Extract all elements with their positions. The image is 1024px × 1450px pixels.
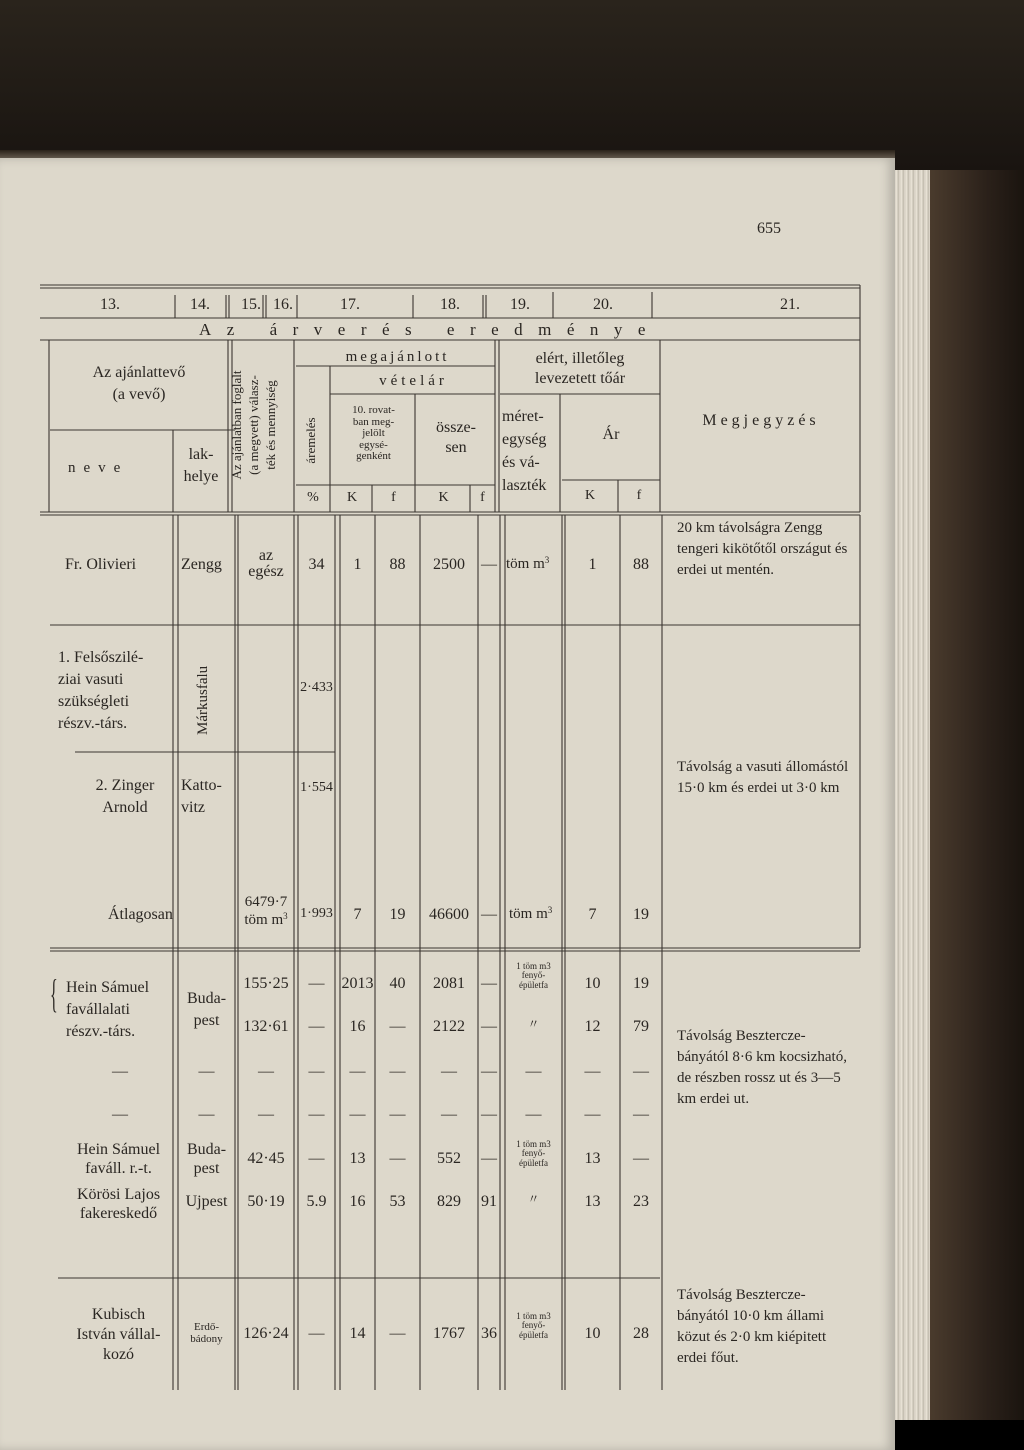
kubisch-total-f: 36 (481, 1325, 497, 1342)
dash-row-2-total-f: — (481, 1106, 497, 1123)
hein2-pct: — (308, 1150, 325, 1167)
dash-row-1-price-k: — (584, 1063, 601, 1080)
column-number-14: 14. (190, 296, 210, 313)
hein1-unit-b: 〃 (527, 1017, 540, 1031)
olivieri-qty: az egész (248, 547, 284, 580)
average-total-f: — (481, 906, 497, 923)
header-total: össze- sen (436, 419, 476, 456)
olivieri-price-f: 88 (633, 556, 649, 573)
kubisch-price-k: 10 (584, 1325, 601, 1342)
average-qty-text: 6479·7 töm m (244, 894, 288, 928)
hein1-pct-b: — (308, 1018, 325, 1035)
average-price-k: 7 (588, 906, 597, 923)
average-label: Átlagosan (108, 906, 173, 923)
hein1-price-k-a: 10 (584, 975, 601, 992)
olivieri-name: Fr. Olivieri (65, 556, 137, 573)
zinger-note: Távolság a vasuti állomástól 15·0 km és erdei ut 3·0 km (677, 759, 849, 796)
dash-row-2-unit: — (525, 1106, 542, 1123)
column-number-21: 21. (780, 296, 800, 313)
kubisch-name: Kubisch István vállal- kozó (76, 1306, 161, 1363)
average-qty (238, 893, 294, 930)
hein2-total-f: — (481, 1150, 497, 1167)
korosi-total-f: 91 (481, 1193, 497, 1210)
hein1-name: Hein Sámuel favállalati részv.-társ. (66, 979, 150, 1040)
korosi-unit-f: 53 (389, 1193, 406, 1210)
hein1-unit-k-a: 2013 (341, 975, 374, 992)
olivieri-note: 20 km távolságra Zengg tengeri kikötőtől országut és erdei ut mentén. (677, 520, 848, 578)
dash-row-1-price-f: — (633, 1063, 649, 1080)
header-unit-f: f (391, 490, 396, 505)
kubisch-pct: — (308, 1325, 325, 1342)
kubisch-total-k: 1767 (433, 1325, 465, 1342)
hein2-unit: 1 töm m3 fenyő- épületfa (516, 1139, 551, 1168)
dash-row-2-total-k: — (441, 1106, 457, 1123)
dash-row-2-qty: — (258, 1106, 274, 1123)
dash-row-2-place: — (198, 1106, 215, 1123)
olivieri-pct: 34 (308, 556, 325, 573)
dash-row-2-unit-k: — (349, 1106, 366, 1123)
hein1-total-f-a: — (481, 975, 497, 992)
dash-row-1-qty: — (258, 1063, 274, 1080)
header-price: Ár (602, 426, 620, 443)
hein2-price-f: — (633, 1150, 649, 1167)
header-price-f: f (636, 488, 642, 503)
olivieri-unit-k: 1 (353, 556, 362, 573)
hein2-place: Buda- pest (186, 1141, 227, 1177)
dash-row-1-unit-f: — (389, 1063, 406, 1080)
kubisch-note: Távolság Besztercze-bányától 10·0 km állami közut és 2·0 km kiépitett erdei főut. (677, 1287, 827, 1366)
korosi-qty: 50·19 (247, 1193, 285, 1210)
header-per-unit: 10. rovat- ban meg- jelölt egysé- genként (352, 404, 395, 463)
hein2-unit-f: — (389, 1150, 406, 1167)
hein1-total-f-b: — (481, 1018, 497, 1035)
average-price-f: 19 (633, 906, 649, 923)
dash-row-2-price-f: — (633, 1106, 649, 1123)
kubisch-unit-k: 14 (349, 1325, 366, 1342)
header-remarks: Megjegyzés (702, 412, 820, 429)
dash-row-1-unit: — (525, 1063, 542, 1080)
hein2-unit-k: 13 (349, 1150, 366, 1167)
hein2-name: Hein Sámuel faváll. r.-t. (76, 1141, 161, 1177)
average-unit-f: 19 (389, 906, 406, 923)
column-number-17: 17. (340, 296, 360, 313)
dash-row-1-unit-k: — (349, 1063, 366, 1080)
korosi-price-k: 13 (584, 1193, 601, 1210)
olivieri-unit-f: 88 (389, 556, 406, 573)
column-number-16: 16. (273, 296, 293, 313)
hein1-unit-k-b: 16 (349, 1018, 366, 1035)
olivieri-unit (506, 556, 549, 573)
olivieri-unit-text: töm m (506, 556, 545, 572)
hein2-qty: 42·45 (247, 1150, 285, 1167)
zinger-name: 2. Zinger Arnold (95, 777, 155, 816)
column-number-20: 20. (593, 296, 613, 313)
header-percent: % (307, 490, 319, 505)
page-number: 655 (757, 220, 781, 237)
header-offered: megajánlott (345, 349, 450, 365)
header-total-k: K (438, 490, 449, 505)
header-total-f: f (480, 490, 485, 505)
hein1-qty-b: 132·61 (243, 1018, 289, 1035)
zinger-place: Katto- vitz (181, 777, 222, 816)
hein1-note: Távolság Besztercze-bányától 8·6 km kocsizható, de részben rossz ut és 3—5 km erdei ut. (677, 1028, 847, 1107)
hein1-unit-f-b: — (389, 1018, 406, 1035)
hein2-price-k: 13 (584, 1150, 601, 1167)
dash-row-2-name: — (112, 1106, 128, 1123)
average-unit-exponent: 3 (547, 905, 553, 915)
average-qty-exponent: 3 (283, 911, 288, 921)
column-number-13: 13. (100, 296, 120, 313)
average-unit-k: 7 (353, 906, 362, 923)
dash-row-2-pct: — (308, 1106, 325, 1123)
korosi-price-f: 23 (633, 1193, 649, 1210)
average-total-k: 46600 (429, 906, 469, 923)
hein1-qty-a: 155·25 (243, 975, 289, 992)
felsoszile-pct: 2·433 (300, 680, 333, 695)
korosi-place: Ujpest (185, 1193, 228, 1210)
olivieri-place: Zengg (181, 556, 222, 573)
zinger-pct: 1·554 (300, 780, 333, 795)
korosi-name: Körösi Lajos fakereskedő (76, 1186, 161, 1222)
header-bidder: Az ajánlattevő (92, 364, 186, 381)
kubisch-qty: 126·24 (243, 1325, 289, 1342)
hein1-unit-a: 1 töm m3 fenyő- épületfa (516, 961, 551, 990)
olivieri-total-f: — (481, 556, 497, 573)
average-unit (509, 906, 552, 923)
korosi-pct: 5.9 (306, 1193, 327, 1210)
average-pct: 1·993 (300, 906, 333, 921)
hein1-unit-f-a: 40 (389, 975, 406, 992)
hein1-price-f-b: 79 (633, 1018, 649, 1035)
kubisch-unit: 1 töm m3 fenyő- épületfa (516, 1311, 551, 1340)
column-number-15: 15. (241, 296, 261, 313)
hein1-place: Buda- pest (186, 990, 227, 1029)
hein1-price-f-a: 19 (633, 975, 649, 992)
header-quantity: Az ajánlatban foglalt (a megvett) válasz- ték és mennyiség (229, 370, 278, 480)
column-number-18: 18. (440, 296, 460, 313)
bracket-glyph: { (50, 971, 58, 1016)
main-header: Az árverés eredménye (199, 320, 661, 339)
hein1-pct-a: — (308, 975, 325, 992)
olivieri-total-k: 2500 (433, 556, 465, 573)
korosi-unit-k: 16 (349, 1193, 366, 1210)
hein2-total-k: 552 (437, 1150, 461, 1167)
dash-row-1-place: — (198, 1063, 215, 1080)
kubisch-place: Erdő- bádony (190, 1321, 223, 1345)
kubisch-unit-f: — (389, 1325, 406, 1342)
dash-row-2-price-k: — (584, 1106, 601, 1123)
header-unit: méret- egység és vá- laszték (502, 408, 547, 494)
header-rise: áremelés (303, 417, 318, 464)
header-purchase-price: vételár (379, 373, 448, 389)
olivieri-price-k: 1 (588, 556, 597, 573)
header-price-k: K (584, 488, 596, 503)
dash-row-1-name: — (112, 1063, 128, 1080)
header-name: neve (68, 460, 129, 476)
olivieri-unit-exponent: 3 (544, 555, 550, 565)
dash-row-2-unit-f: — (389, 1106, 406, 1123)
dash-row-1-total-f: — (481, 1063, 497, 1080)
korosi-unit: 〃 (527, 1192, 540, 1206)
kubisch-price-f: 28 (633, 1325, 649, 1342)
dash-row-1-total-k: — (441, 1063, 457, 1080)
header-unit-k: K (346, 490, 358, 505)
average-unit-text: töm m (509, 906, 548, 922)
dash-row-1-pct: — (308, 1063, 325, 1080)
felsoszile-place: Márkusfalu (195, 665, 211, 735)
header-achieved: elért, illetőleg levezetett tőár (534, 350, 626, 387)
korosi-total-k: 829 (437, 1193, 461, 1210)
hein1-total-k-a: 2081 (433, 975, 465, 992)
header-bidder-sub: (a vevő) (112, 386, 166, 403)
header-residence: lak- helye (183, 446, 219, 485)
felsoszile-name: 1. Felsőszilé- ziai vasuti szükségleti részv.-társ. (58, 649, 144, 732)
hein1-price-k-b: 12 (584, 1018, 601, 1035)
hein1-total-k-b: 2122 (433, 1018, 465, 1035)
column-number-19: 19. (510, 296, 530, 313)
